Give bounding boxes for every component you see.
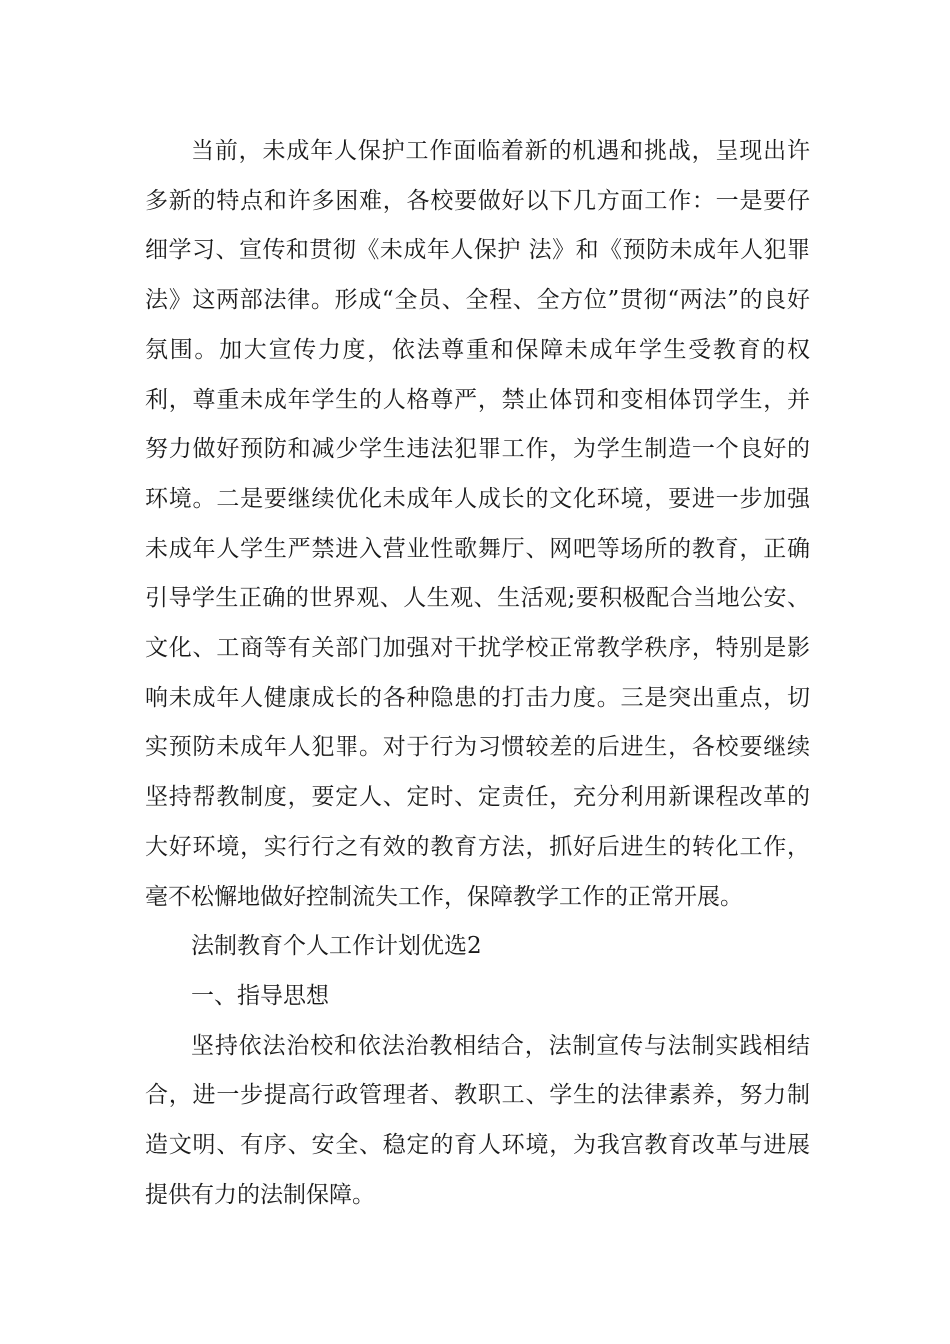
document-title-2: 法制教育个人工作计划优选2 [191,933,482,960]
document-body [145,127,810,1220]
body-paragraph-1: 当前，未成年人保护工作面临着新的机遇和挑战，呈现出许多新的特点和许多困难，各校要做好以下几方面工作：一是要仔细学习、宣传和贯彻《未成年人保护 法》和《预防未成年人犯罪法》这两部法律。形成“全员、全程、全方位”贯彻“两法”的良好氛围。加大宣传力度，依法尊重和保障未成年学生受教育的权利，尊重未成年学生的人格尊严，禁止体罚和变相体罚学生，并努力做好预防和减少学生违法犯罪工作，为学生制造一个良好的环境。二是要继续优化未成年人成长的文化环境，要进一步加强未成年人学生严禁进入营业性歌舞厅、网吧等场所的教育，正确引导学生正确的世界观、人生观、生活观;要积极配合当地公安、文化、工商等有关部门加强对干扰学校正常教学秩序，特别是影响未成年人健康成长的各种隐患的打击力度。三是突出重点，切实预防未成年人犯罪。对于行为习惯较差的后进生，各校要继续坚持帮教制度，要定人、定时、定责任，充分利用新课程改革的大好环境，实行行之有效的教育方法，抓好后进生的转化工作，毫不松懈地做好控制流失工作，保障教学工作的正常开展。 [145,138,810,910]
body-paragraph-2: 坚持依法治校和依法治教相结合，法制宣传与法制实践相结合，进一步提高行政管理者、教职工、学生的法律素养，努力制造文明、有序、安全、稳定的育人环境，为我宫教育改革与进展提供有力的法制保障。 [145,1032,810,1208]
section-heading-guiding-ideology: 一、指导思想 [191,982,329,1009]
